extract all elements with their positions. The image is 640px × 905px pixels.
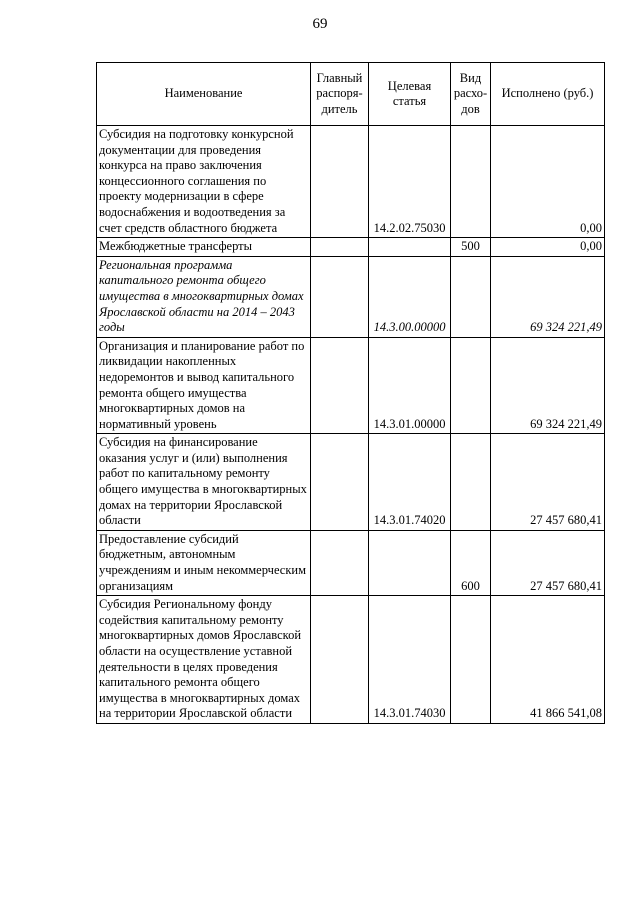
row-admin (311, 126, 369, 238)
header-name: Наименование (97, 63, 311, 126)
row-admin (311, 238, 369, 257)
row-expense (451, 256, 491, 337)
row-admin (311, 434, 369, 531)
row-article: 14.3.01.74020 (369, 434, 451, 531)
row-amount: 69 324 221,49 (491, 337, 605, 434)
table-row (97, 256, 605, 337)
row-amount: 0,00 (491, 238, 605, 257)
row-article (369, 530, 451, 595)
row-article: 14.3.01.74030 (369, 596, 451, 724)
row-amount: 69 324 221,49 (491, 256, 605, 337)
row-name: Предоставление субсидий бюджетным, автономным учреждениям и иным некоммерческим организациям (97, 530, 311, 595)
header-article: Целевая статья (369, 63, 451, 126)
row-admin (311, 596, 369, 724)
header-amount: Исполнено (руб.) (491, 63, 605, 126)
row-amount: 27 457 680,41 (491, 434, 605, 531)
table-row (97, 530, 605, 595)
row-name: Субсидия на финансирование оказания услуг и (или) выполнения работ по капитальному ремонту общего имущества в многоквартирных домах на территории Ярославской области (97, 434, 311, 531)
row-name: Региональная программа капитального ремонта общего имущества в многоквартирных домах Ярославской области на 2014 – 2043 годы (97, 256, 311, 337)
row-amount: 41 866 541,08 (491, 596, 605, 724)
row-expense (451, 337, 491, 434)
row-admin (311, 337, 369, 434)
row-expense (451, 434, 491, 531)
header-admin: Главный распоря- дитель (311, 63, 369, 126)
row-name: Субсидия Региональному фонду содействия капитальному ремонту многоквартирных домов Ярославской области на осуществление уставной деятельности в целях проведения капитального ремонта общего имущества в многоквартирных домах на территории Ярославской области (97, 596, 311, 724)
row-expense: 500 (451, 238, 491, 257)
row-amount: 0,00 (491, 126, 605, 238)
table-body (97, 126, 605, 724)
table-row (97, 126, 605, 238)
row-admin (311, 256, 369, 337)
row-article (369, 238, 451, 257)
row-article: 14.2.02.75030 (369, 126, 451, 238)
budget-table (96, 62, 605, 724)
row-amount: 27 457 680,41 (491, 530, 605, 595)
table-header-row (97, 63, 605, 126)
row-name: Субсидия на подготовку конкурсной документации для проведения конкурса на право заключения концессионного соглашения по проекту модернизации в сфере водоснабжения и водоотведения за счет средств областного бюджета (97, 126, 311, 238)
page-number: 69 (312, 16, 328, 32)
row-admin (311, 530, 369, 595)
row-name: Межбюджетные трансферты (97, 238, 311, 257)
header-expense: Вид расхо- дов (451, 63, 491, 126)
row-expense (451, 596, 491, 724)
row-article: 14.3.00.00000 (369, 256, 451, 337)
table-row (97, 596, 605, 724)
row-name: Организация и планирование работ по ликвидации накопленных недоремонтов и вывод капитального ремонта общего имущества многоквартирных домов на нормативный уровень (97, 337, 311, 434)
row-expense: 600 (451, 530, 491, 595)
table-row (97, 434, 605, 531)
table-row (97, 238, 605, 257)
row-article: 14.3.01.00000 (369, 337, 451, 434)
table-row (97, 337, 605, 434)
row-expense (451, 126, 491, 238)
